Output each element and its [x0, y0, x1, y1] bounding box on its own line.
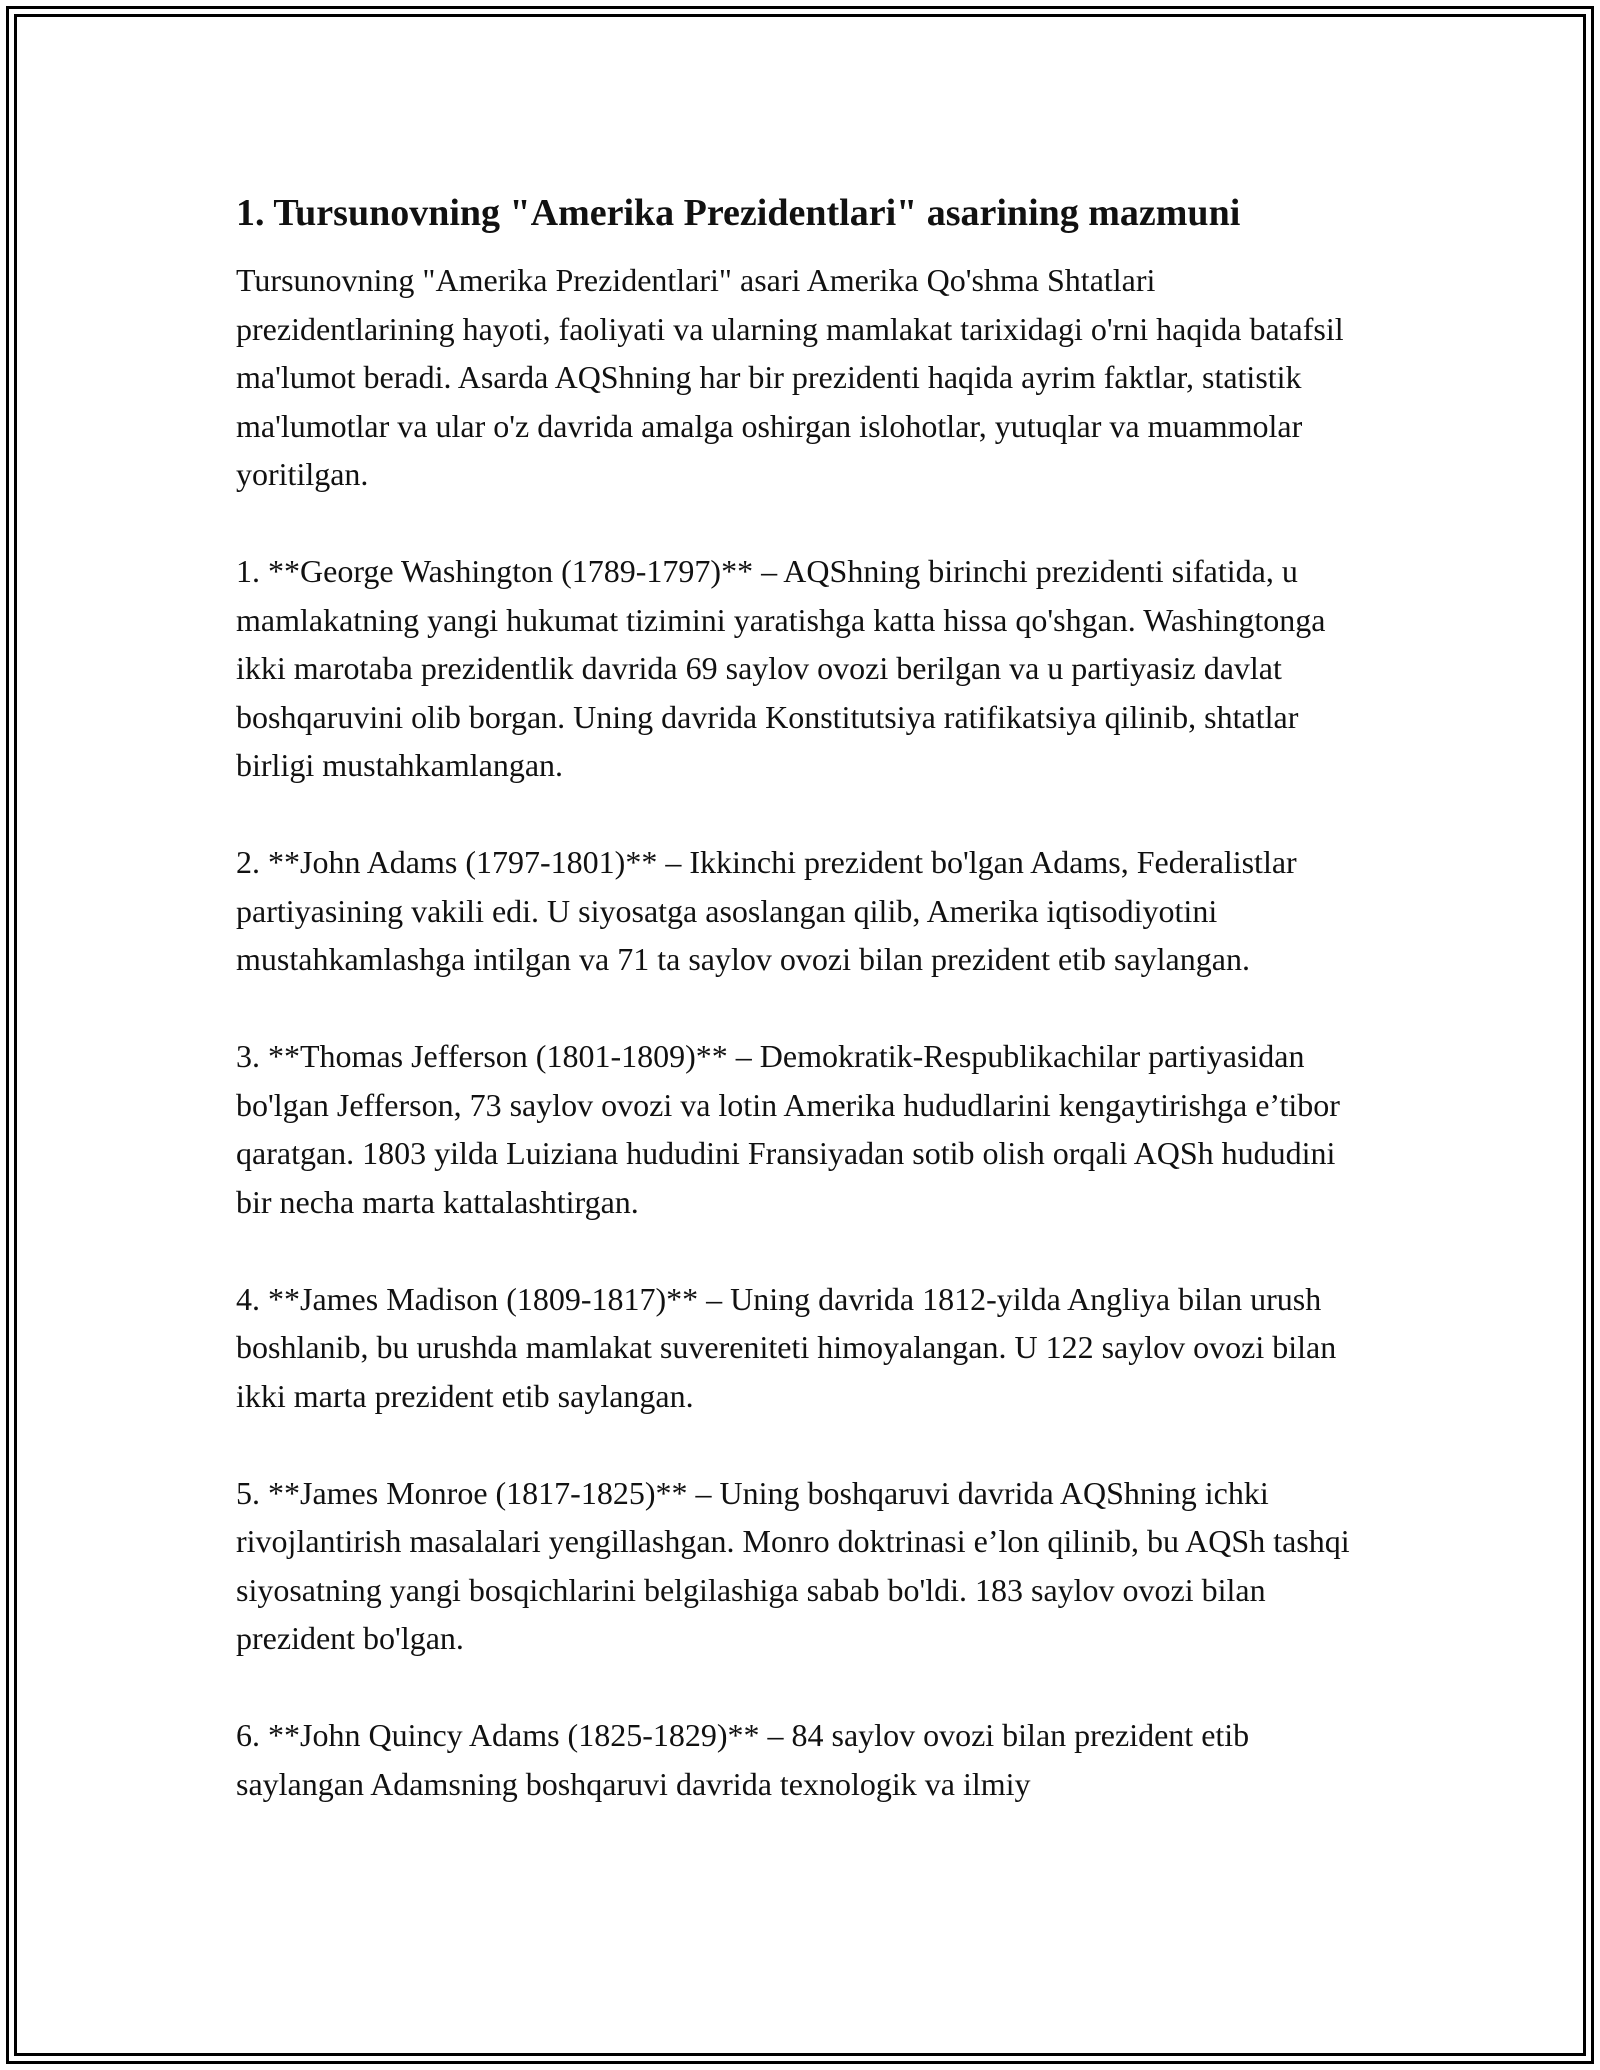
list-item-john-adams: 2. **John Adams (1797-1801)** – Ikkinchi prezident bo'lgan Adams, Federalistlar partiyasining vakili edi. U siyosatga asoslangan qilib, Amerika iqtisodiyotini mustahkamlashga intilgan va 71 ta saylov ovozi bilan prezident etib saylangan. — [236, 844, 1297, 977]
list-item-washington: 1. **George Washington (1789-1797)** – AQShning birinchi prezidenti sifatida, u mamlakatning yangi hukumat tizimini yaratishga katta hissa qo'shgan. Washingtonga ikki marotaba prezidentlik davrida 69 saylov ovozi berilgan va u partiyasiz davlat boshqaruvini olib borgan. Uning davrida Konstitutsiya ratifikatsiya qilinib, shtatlar birligi mustahkamlangan. — [236, 553, 1326, 783]
list-item-monroe: 5. **James Monroe (1817-1825)** – Uning boshqaruvi davrida AQShning ichki rivojlantirish masalalari yengillashgan. Monro doktrinasi e’lon qilinib, bu AQSh tashqi siyosatning yangi bosqichlarini belgilashiga sabab bo'ldi. 183 saylov ovozi bilan prezident bo'lgan. — [236, 1474, 1350, 1656]
intro-paragraph: Tursunovning "Amerika Prezidentlari" asari Amerika Qo'shma Shtatlari prezidentlarining hayoti, faoliyati va ularning mamlakat tarixidagi o'rni haqida batafsil ma'lumot beradi. Asarda AQShning har bir prezidenti haqida ayrim faktlar, statistik ma'lumotlar va ular o'z davrida amalga oshirgan islohotlar, yutuqlar va muammolar yoritilgan. — [236, 262, 1344, 492]
document-body — [236, 186, 1366, 1857]
list-item-jefferson: 3. **Thomas Jefferson (1801-1809)** – Demokratik-Respublikachilar partiyasidan bo'lgan Jefferson, 73 saylov ovozi va lotin Amerika hududlarini kengaytirishga e’tibor qaratgan. 1803 yilda Luiziana hududini Fransiyadan sotib olish orqali AQSh hududini bir necha marta kattalashtirgan. — [236, 1038, 1340, 1220]
list-item-quincy-adams: 6. **John Quincy Adams (1825-1829)** – 84 saylov ovozi bilan prezident etib saylangan Adamsning boshqaruvi davrida texnologik va ilmiy — [236, 1717, 1250, 1802]
list-item-madison: 4. **James Madison (1809-1817)** – Uning davrida 1812-yilda Angliya bilan urush boshlanib, bu urushda mamlakat suvereniteti himoyalangan. U 122 saylov ovozi bilan ikki marta prezident etib saylangan. — [236, 1280, 1337, 1414]
section-heading: 1. Tursunovning "Amerika Prezidentlari" asarining mazmuni — [236, 192, 1241, 234]
